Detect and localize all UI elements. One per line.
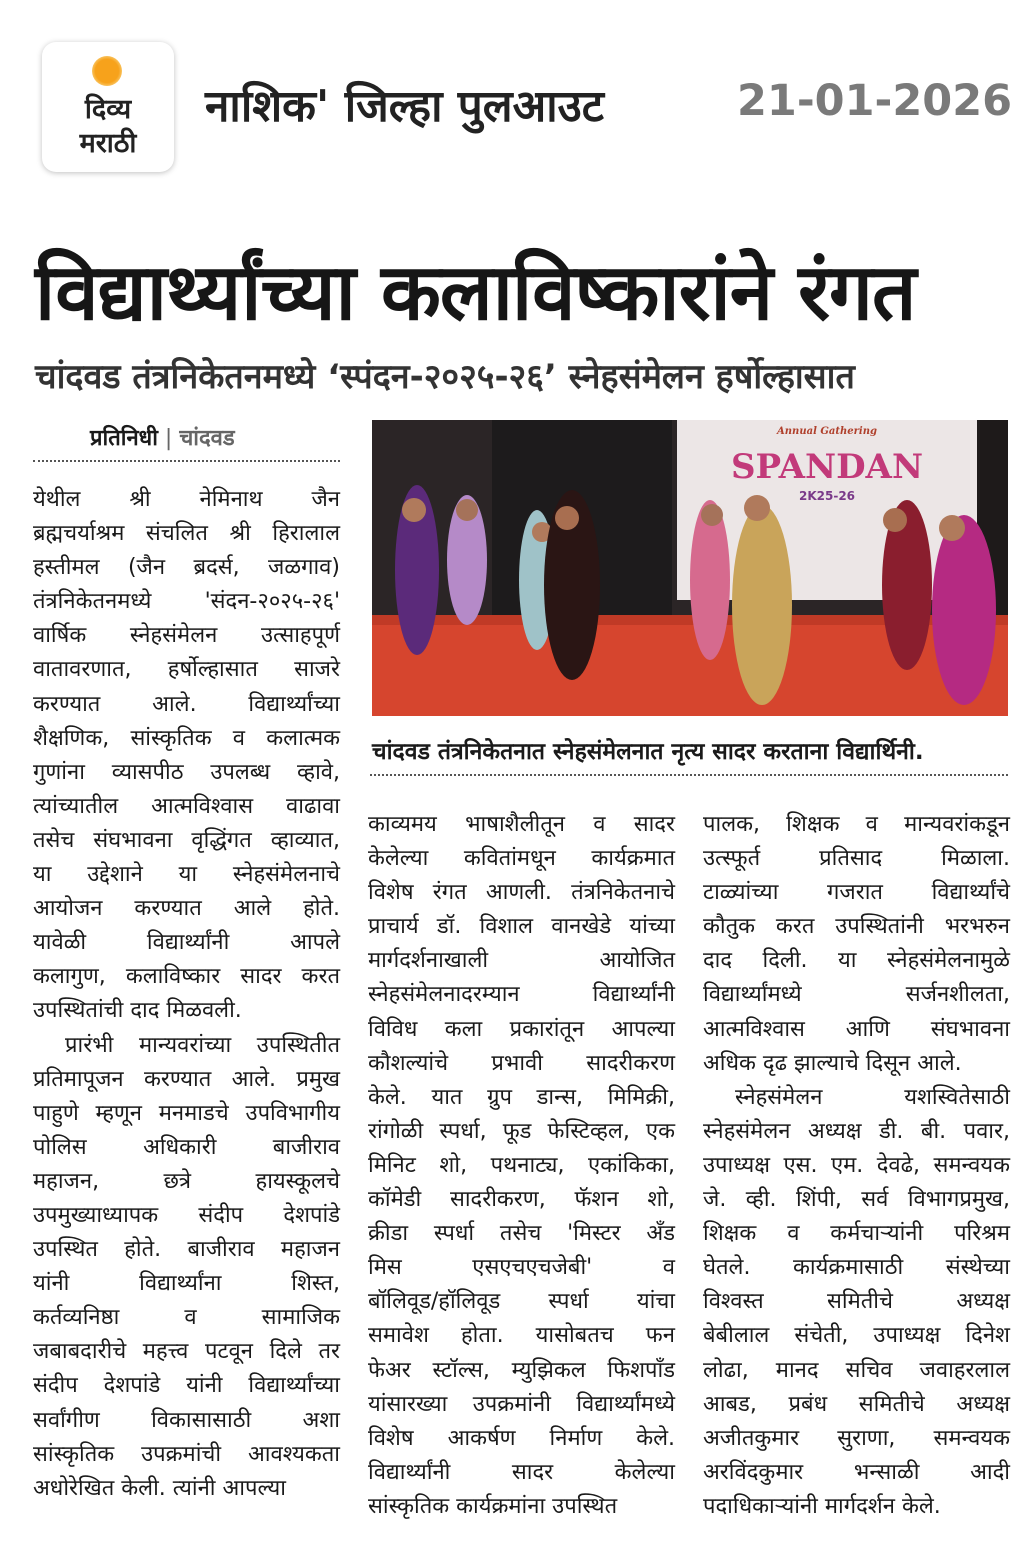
photo-caption: चांदवड तंत्रनिकेतनात स्नेहसंमेलनात नृत्य सादर करताना विद्यार्थिनी. xyxy=(372,739,924,765)
article-photo xyxy=(372,420,1008,716)
article-line: प्राचार्य डॉ. विशाल वानखेडे यांच्या xyxy=(368,914,675,940)
article-line: आत्मविश्वास आणि संघभावना xyxy=(703,1016,1010,1042)
article-paragraph xyxy=(368,808,675,1524)
article-line: त्यांच्यातील आत्मविश्वास वाढावा xyxy=(33,793,340,819)
article-line: पोलिस अधिकारी बाजीराव xyxy=(33,1134,340,1160)
article-column-2 xyxy=(368,808,675,1524)
article-line: यांनी विद्यार्थ्यांना शिस्त, xyxy=(33,1271,340,1297)
article-line: सर्वांगीण विकासासाठी अशा xyxy=(33,1407,340,1433)
dance-photo-illustration xyxy=(372,420,1008,716)
article-line: तंत्रनिकेतनमध्ये 'संदन-२०२५-२६' xyxy=(33,589,340,615)
article-line: अजीतकुमार सुराणा, समन्वयक xyxy=(703,1425,1010,1451)
logo-line-1: दिव्य xyxy=(84,94,132,125)
article-line: गुणांना व्यासपीठ उपलब्ध व्हावे, xyxy=(33,759,340,785)
article-line: यावेळी विद्यार्थ्यांनी आपले xyxy=(33,930,340,956)
article-line: स्नेहसंमेलन यशस्वितेसाठी xyxy=(735,1084,1010,1110)
article-line: या उद्देशाने या स्नेहसंमेलनाचे xyxy=(33,862,340,888)
logo-line-2: मराठी xyxy=(79,128,137,159)
sun-icon xyxy=(92,56,122,86)
byline-place: चांदवड xyxy=(179,426,235,451)
byline-separator: | xyxy=(157,426,180,451)
article-line: विशेष आकर्षण निर्माण केले. xyxy=(368,1425,675,1451)
article-line: उपमुख्याध्यापक संदीप देशपांडे xyxy=(33,1202,340,1228)
byline-divider xyxy=(33,460,340,462)
article-line: सांस्कृतिक उपक्रमांची आवश्यकता xyxy=(33,1441,340,1467)
article-line: अधोरेखित केली. त्यांनी आपल्या xyxy=(33,1475,286,1501)
article-line: घेतले. कार्यक्रमासाठी संस्थेच्या xyxy=(703,1255,1010,1281)
article-paragraph xyxy=(33,483,340,1029)
article-line: हस्तीमल (जैन ब्रदर्स, जळगाव) xyxy=(33,555,340,581)
article-line: मिनिट शो, पथनाट्य, एकांकिका, xyxy=(368,1152,675,1178)
banner-title-text: SPANDAN xyxy=(730,447,924,487)
article-line: येथील श्री नेमिनाथ जैन xyxy=(33,487,340,512)
article-line: अरविंदकुमार भन्साळी आदी xyxy=(703,1459,1010,1485)
article-line: शिक्षक व कर्मचाऱ्यांनी परिश्रम xyxy=(703,1221,1010,1247)
article-line: ब्रह्मचर्याश्रम संचलित श्री हिरालाल xyxy=(33,521,340,547)
article-line: स्नेहसंमेलन अध्यक्ष डी. बी. पवार, xyxy=(703,1118,1010,1144)
article-line: रांगोळी स्पर्धा, फूड फेस्टिव्हल, एक xyxy=(368,1118,675,1144)
article-line: कलागुण, कलाविष्कार सादर करत xyxy=(33,964,340,990)
article-line: शैक्षणिक, सांस्कृतिक व कलात्मक xyxy=(33,725,340,751)
article-line: कौतुक करत उपस्थितांनी भरभरुन xyxy=(703,914,1010,940)
article-paragraph xyxy=(33,1029,340,1506)
divya-marathi-logo xyxy=(42,42,174,172)
article-line: पालक, शिक्षक व मान्यवरांकडून xyxy=(703,812,1010,837)
article-line: वार्षिक स्नेहसंमेलन उत्साहपूर्ण xyxy=(33,623,340,649)
byline xyxy=(90,422,235,452)
article-line: आबड, प्रबंध समितीचे अध्यक्ष xyxy=(703,1391,1010,1417)
article-line: आयोजन करण्यात आले होते. xyxy=(33,896,340,922)
caption-divider xyxy=(370,774,1008,776)
article-line: उपाध्यक्ष एस. एम. देवढे, समन्वयक xyxy=(703,1152,1010,1178)
article-line: काव्यमय भाषाशैलीतून व सादर xyxy=(368,812,675,837)
article-subheadline: चांदवड तंत्रनिकेतनमध्ये ‘स्पंदन-२०२५-२६’ स्नेहसंमेलन हर्षोल्हासात xyxy=(35,357,855,397)
article-line: यांसारख्या उपक्रमांनी विद्यार्थ्यांमध्ये xyxy=(368,1391,675,1417)
article-line: उत्स्फूर्त प्रतिसाद मिळाला. xyxy=(703,846,1010,872)
article-line: कर्तव्यनिष्ठा व सामाजिक xyxy=(33,1305,340,1331)
article-line: उपस्थित होते. बाजीराव महाजन xyxy=(33,1237,340,1263)
article-line: कौशल्यांचे प्रभावी सादरीकरण xyxy=(368,1050,675,1076)
article-line: विविध कला प्रकारांतून आपल्या xyxy=(368,1016,675,1042)
article-line: अधिक दृढ झाल्याचे दिसून आले. xyxy=(703,1050,962,1076)
article-line: उपस्थितांची दाद मिळवली. xyxy=(33,998,242,1024)
article-line: विद्यार्थ्यांनी सादर केलेल्या xyxy=(368,1459,675,1485)
byline-author: प्रतिनिधी xyxy=(90,426,158,451)
article-line: महाजन, छत्रे हायस्कूलचे xyxy=(33,1168,340,1194)
article-line: तसेच संघभावना वृद्धिंगत व्हाव्यात, xyxy=(33,827,340,853)
article-line: क्रीडा स्पर्धा तसेच 'मिस्टर अँड xyxy=(368,1221,675,1247)
article-line: वातावरणात, हर्षोल्हासात साजरे xyxy=(33,657,340,683)
article-line: स्नेहसंमेलनादरम्यान विद्यार्थ्यांनी xyxy=(368,982,675,1008)
banner-top-text: Annual Gathering xyxy=(777,426,877,437)
article-line: बॉलिवूड/हॉलिवूड स्पर्धा यांचा xyxy=(368,1289,675,1315)
article-paragraph xyxy=(703,808,1010,1081)
article-line: कॉमेडी सादरीकरण, फॅशन शो, xyxy=(368,1187,675,1213)
article-line: पदाधिकाऱ्यांनी मार्गदर्शन केले. xyxy=(703,1493,941,1519)
edition-date: 21-01-2026 xyxy=(737,76,1013,126)
article-line: विश्वस्त समितीचे अध्यक्ष xyxy=(703,1289,1010,1315)
article-line: समावेश होता. यासोबतच फन xyxy=(368,1323,675,1349)
article-line: केले. यात ग्रुप डान्स, मिमिक्री, xyxy=(368,1084,675,1110)
edition-title: नाशिक' जिल्हा पुलआउट xyxy=(205,81,604,132)
article-line: प्रतिमापूजन करण्यात आले. प्रमुख xyxy=(33,1066,340,1092)
article-line: मिस एसएचएचजेबी' व xyxy=(368,1255,675,1281)
article-line: केलेल्या कवितांमधून कार्यक्रमात xyxy=(368,846,675,872)
article-line: सांस्कृतिक कार्यक्रमांना उपस्थित xyxy=(368,1493,618,1519)
article-column-1 xyxy=(33,483,340,1506)
article-headline: विद्यार्थ्यांच्या कलाविष्कारांने रंगत xyxy=(35,248,916,338)
banner-year-text: 2K25-26 xyxy=(798,489,856,503)
article-line: जे. व्ही. शिंपी, सर्व विभागप्रमुख, xyxy=(703,1187,1010,1213)
article-line: विशेष रंगत आणली. तंत्रनिकेतनाचे xyxy=(368,880,675,906)
article-line: जबाबदारीचे महत्त्व पटवून दिले तर xyxy=(33,1339,340,1365)
article-line: बेबीलाल संचेती, उपाध्यक्ष दिनेश xyxy=(703,1323,1010,1349)
article-column-3 xyxy=(703,808,1010,1524)
article-line: दाद दिली. या स्नेहसंमेलनामुळे xyxy=(703,948,1010,974)
article-line: करण्यात आले. विद्यार्थ्यांच्या xyxy=(33,691,340,717)
article-line: फेअर स्टॉल्स, म्युझिकल फिशपॉंड xyxy=(368,1357,675,1383)
article-line: संदीप देशपांडे यांनी विद्यार्थ्यांच्या xyxy=(33,1373,340,1399)
article-line: विद्यार्थ्यांमध्ये सर्जनशीलता, xyxy=(703,982,1010,1008)
article-line: पाहुणे म्हणून मनमाडचे उपविभागीय xyxy=(33,1100,340,1126)
article-line: टाळ्यांच्या गजरात विद्यार्थ्यांचे xyxy=(703,880,1010,906)
article-line: लोढा, मानद सचिव जवाहरलाल xyxy=(703,1357,1010,1383)
article-paragraph xyxy=(703,1081,1010,1524)
article-line: प्रारंभी मान्यवरांच्या उपस्थितीत xyxy=(65,1032,340,1058)
article-line: मार्गदर्शनाखाली आयोजित xyxy=(368,948,675,974)
